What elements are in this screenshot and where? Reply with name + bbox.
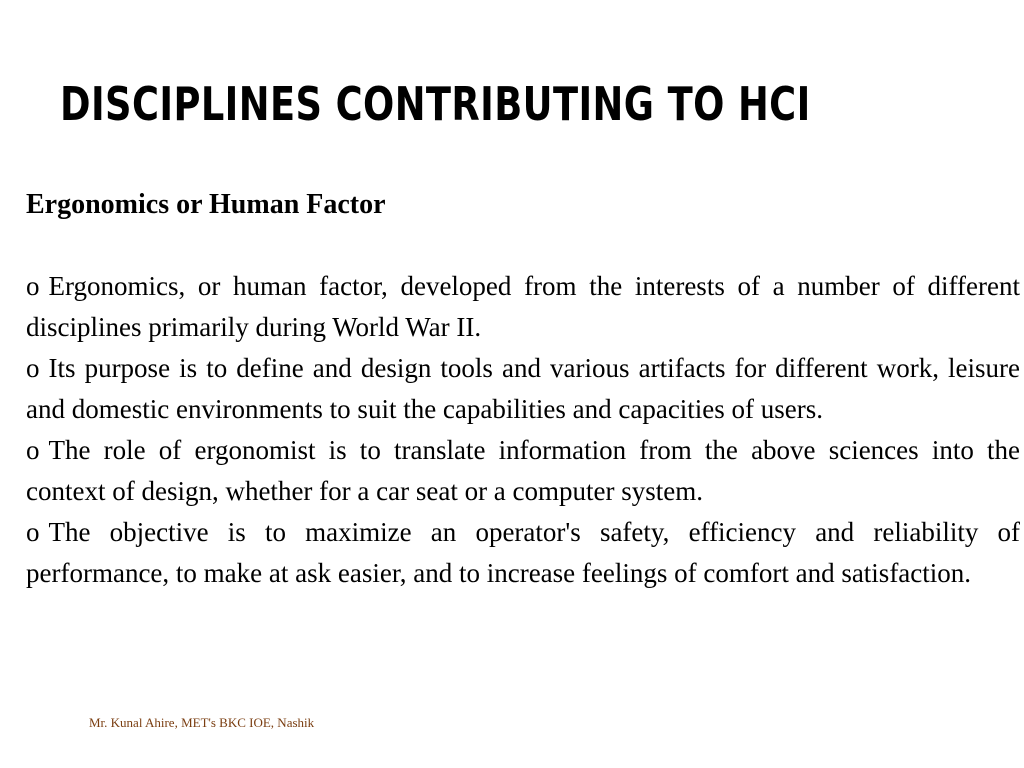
section-subheading: Ergonomics or Human Factor bbox=[26, 189, 386, 220]
bullet-item bbox=[26, 512, 1020, 594]
slide-title: DISCIPLINES CONTRIBUTING TO HCI bbox=[60, 77, 811, 131]
bullet-marker: o bbox=[26, 517, 40, 547]
bullet-text: The role of ergonomist is to translate information from the above sciences into the context of design, whether for a car seat or a computer system. bbox=[26, 435, 1020, 506]
bullet-list bbox=[26, 266, 1020, 594]
bullet-text: Ergonomics, or human factor, developed from the interests of a number of different disciplines primarily during World War II. bbox=[26, 271, 1020, 342]
bullet-marker: o bbox=[26, 353, 40, 383]
bullet-item bbox=[26, 348, 1020, 430]
bullet-marker: o bbox=[26, 435, 40, 465]
bullet-text: The objective is to maximize an operator's safety, efficiency and reliability of performance, to make at ask easier, and to increase feelings of comfort and satisfaction. bbox=[26, 517, 1020, 588]
bullet-item bbox=[26, 266, 1020, 348]
footer-credit: Mr. Kunal Ahire, MET's BKC IOE, Nashik bbox=[89, 715, 315, 730]
bullet-text: Its purpose is to define and design tools and various artifacts for different work, leisure and domestic environments to suit the capabilities and capacities of users. bbox=[26, 353, 1020, 424]
bullet-marker: o bbox=[26, 271, 40, 301]
bullet-item bbox=[26, 430, 1020, 512]
